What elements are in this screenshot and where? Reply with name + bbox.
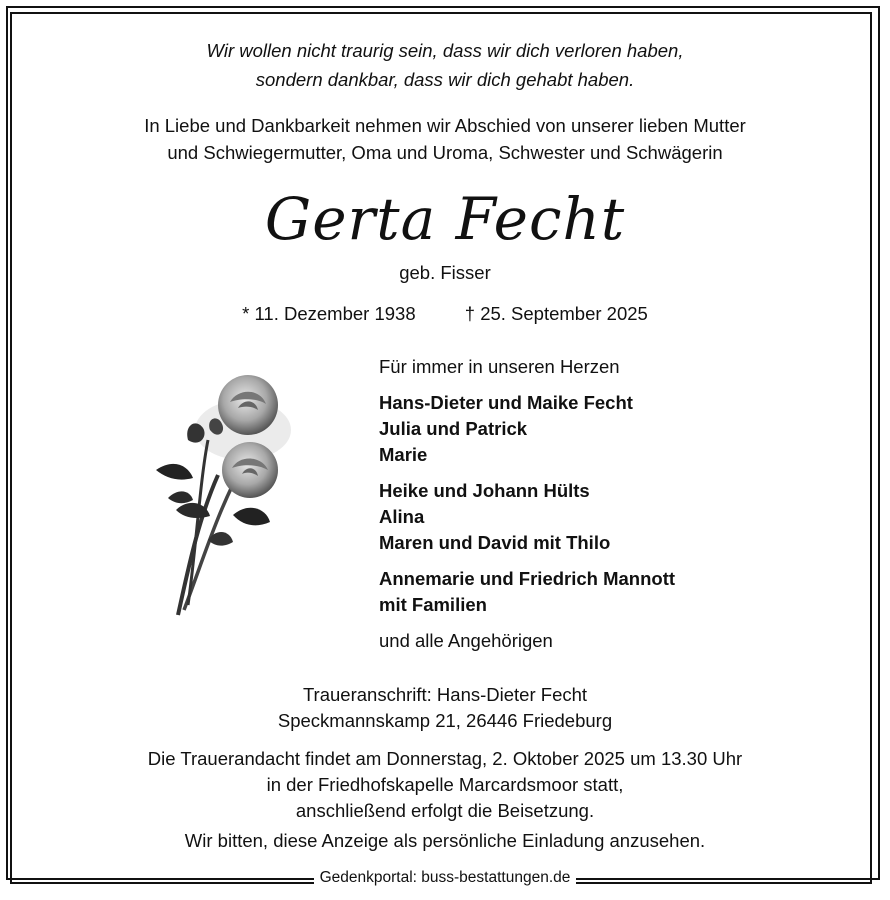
portal-link[interactable]: Gedenkportal: buss-bestattungen.de — [314, 869, 577, 886]
family-member: Heike und Johann Hülts — [379, 480, 590, 501]
death-date: † 25. September 2025 — [464, 303, 648, 324]
service-line-2: in der Friedhofskapelle Marcardsmoor statt, — [266, 774, 624, 795]
family-heading: Für immer in unseren Herzen — [379, 356, 620, 377]
family-member: Marie — [379, 444, 428, 465]
invitation-note: Wir bitten, diese Anzeige als persönliche Einladung anzusehen. — [184, 830, 706, 851]
family-member: Julia und Patrick — [379, 418, 528, 439]
family-group-1 — [379, 390, 675, 468]
address-line-2: Speckmannskamp 21, 26446 Friedeburg — [277, 710, 613, 731]
birth-name: geb. Fisser — [399, 262, 491, 283]
intro-text — [0, 112, 890, 166]
portal-footer — [0, 871, 890, 889]
life-dates — [0, 303, 890, 325]
family-member: Annemarie und Friedrich Mannott — [379, 568, 676, 589]
family-member: Maren und David mit Thilo — [379, 532, 611, 553]
motto-line-1: Wir wollen nicht traurig sein, dass wir dich verloren haben, — [206, 40, 684, 61]
service-line-1: Die Trauerandacht findet am Donnerstag, 2. Oktober 2025 um 13.30 Uhr — [147, 748, 743, 769]
service-line-3: anschließend erfolgt die Beisetzung. — [295, 800, 595, 821]
family-closing: und alle Angehörigen — [379, 630, 553, 651]
family-member: Alina — [379, 506, 425, 527]
motto-line-2: sondern dankbar, dass wir dich gehabt haben. — [255, 69, 635, 90]
mourning-address — [0, 682, 890, 734]
motto — [0, 36, 890, 94]
address-line-1: Traueranschrift: Hans-Dieter Fecht — [302, 684, 588, 705]
birth-date: * 11. Dezember 1938 — [242, 303, 416, 324]
family-member: Hans-Dieter und Maike Fecht — [379, 392, 633, 413]
rose-icon — [148, 370, 298, 625]
family-member: mit Familien — [379, 594, 487, 615]
intro-line-2: und Schwiegermutter, Oma und Uroma, Schwester und Schwägerin — [167, 142, 723, 163]
service-info — [0, 746, 890, 824]
family-group-2 — [379, 478, 675, 556]
intro-line-1: In Liebe und Dankbarkeit nehmen wir Abschied von unserer lieben Mutter — [144, 115, 746, 136]
mourners-list — [379, 354, 675, 654]
family-group-3 — [379, 566, 675, 618]
deceased-name: Gerta Fecht — [264, 185, 626, 253]
